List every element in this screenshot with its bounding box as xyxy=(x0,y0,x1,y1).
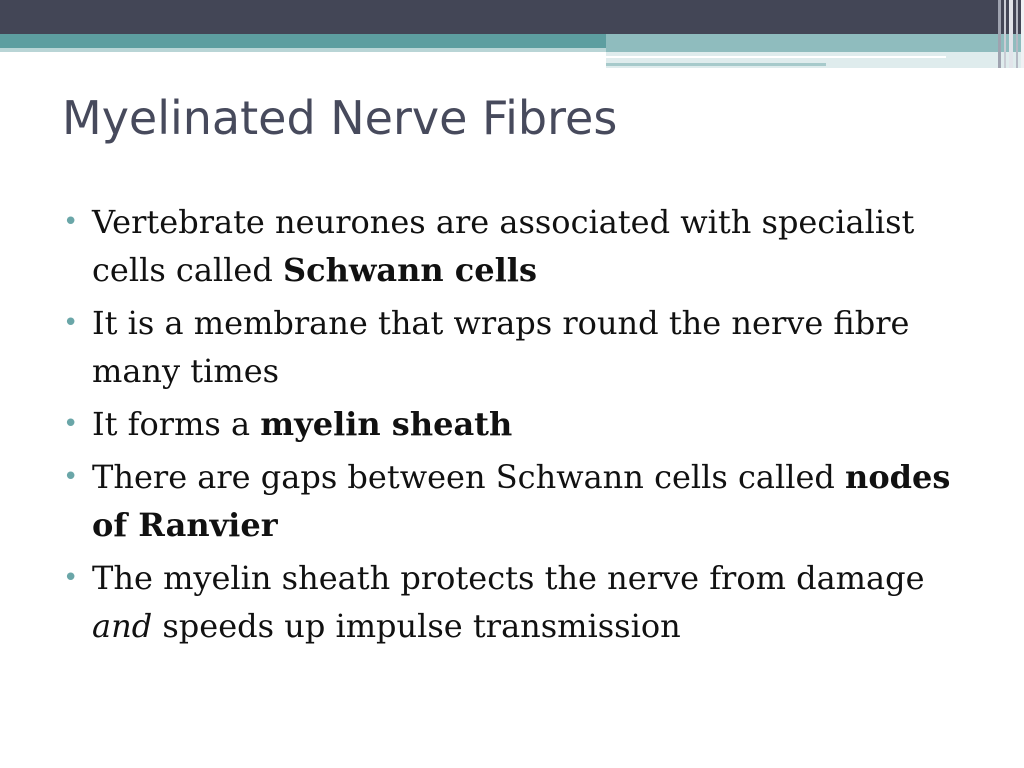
slide-title: Myelinated Nerve Fibres xyxy=(62,91,618,145)
bullet-item xyxy=(60,554,980,650)
bullet-item xyxy=(60,453,980,549)
stripe xyxy=(1004,0,1006,68)
bullet-bold-term: myelin sheath xyxy=(260,405,513,443)
bullet-text: Vertebrate neurones are associated with specialist cells called xyxy=(92,203,915,289)
stripe xyxy=(1009,0,1013,68)
bullet-list xyxy=(60,198,980,655)
bullet-icon: • xyxy=(63,563,79,593)
bullet-icon: • xyxy=(63,308,79,338)
bullet-text: speeds up impulse transmission xyxy=(152,607,681,645)
bullet-item xyxy=(60,299,980,395)
header-dark-bar xyxy=(0,0,1024,34)
bullet-text: It is a membrane that wraps round the nerve fibre many times xyxy=(92,304,910,390)
header-thin-line xyxy=(606,63,826,66)
stripe xyxy=(1016,0,1018,68)
bullet-item xyxy=(60,198,980,294)
stripe xyxy=(998,0,1001,68)
bullet-text: There are gaps between Schwann cells called xyxy=(92,458,846,496)
bullet-item xyxy=(60,400,980,448)
bullet-bold-term: nodes of Ranvier xyxy=(92,458,951,544)
bullet-text: The myelin sheath protects the nerve from damage xyxy=(92,559,925,597)
bullet-text: It forms a xyxy=(92,405,261,443)
header-right-block xyxy=(606,34,1024,52)
bullet-icon: • xyxy=(63,462,79,492)
bullet-italic-word: and xyxy=(92,607,153,645)
bullet-icon: • xyxy=(63,409,79,439)
bullet-bold-term: Schwann cells xyxy=(282,251,537,289)
bullet-icon: • xyxy=(63,207,79,237)
header-thin-line xyxy=(606,56,946,58)
header-stripes xyxy=(994,0,1024,68)
